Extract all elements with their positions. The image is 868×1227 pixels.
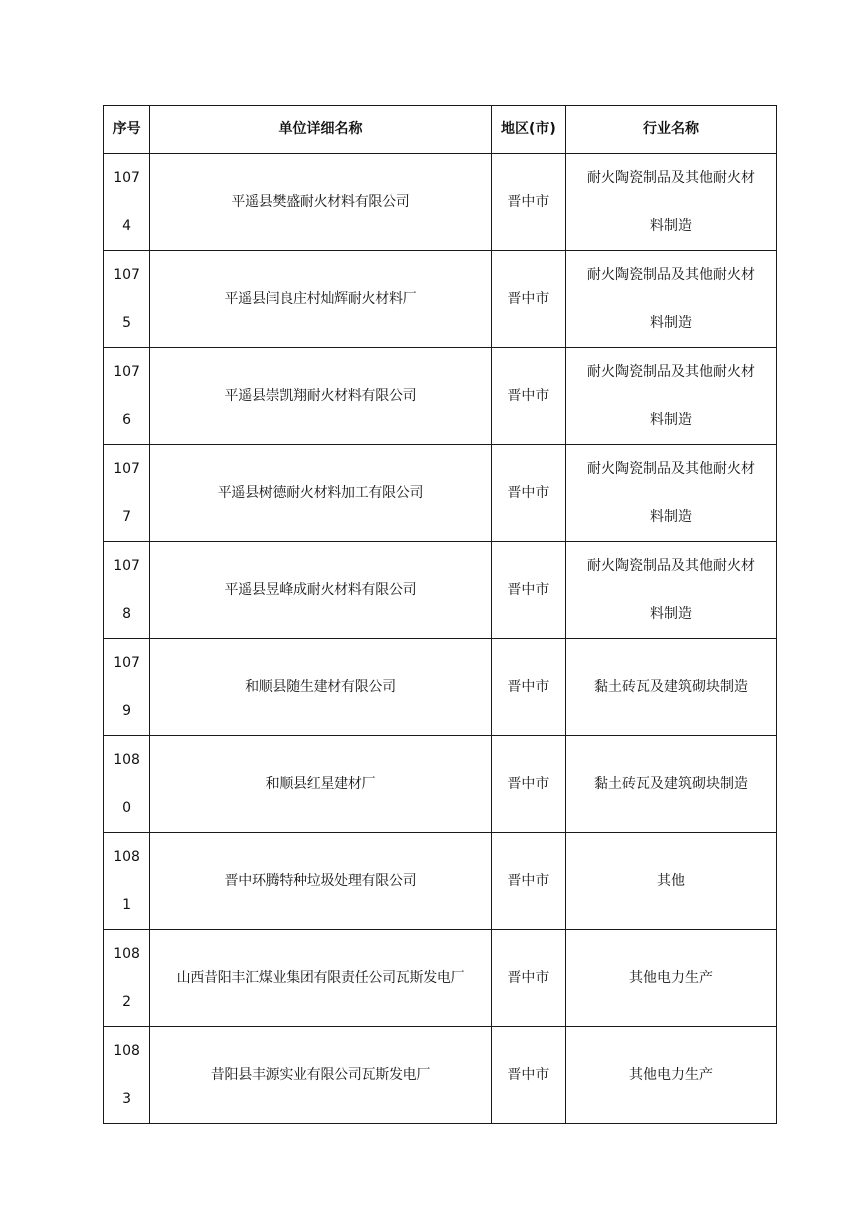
cell-name xyxy=(150,930,492,1027)
header-region: 地区(市) xyxy=(491,106,565,154)
cell-industry xyxy=(566,445,777,542)
company-name: 和顺县随生建材有限公司 xyxy=(245,679,396,695)
seq-line-1: 108 xyxy=(113,946,140,962)
cell-name xyxy=(150,736,492,833)
cell-seq xyxy=(104,1027,150,1124)
company-name: 平遥县闫良庄村灿辉耐火材料厂 xyxy=(224,291,417,307)
region-name: 晋中市 xyxy=(507,388,550,404)
industry-line-1: 耐火陶瓷制品及其他耐火材 xyxy=(587,170,756,186)
cell-name xyxy=(150,1027,492,1124)
industry-line-2: 料制造 xyxy=(650,315,693,331)
seq-line-1: 107 xyxy=(113,655,140,671)
header-industry: 行业名称 xyxy=(566,106,777,154)
industry-line-1: 其他电力生产 xyxy=(629,970,714,986)
seq-line-1: 108 xyxy=(113,849,140,865)
cell-name xyxy=(150,154,492,251)
seq-line-2: 1 xyxy=(122,897,132,913)
cell-industry xyxy=(566,1027,777,1124)
company-name: 昔阳县丰源实业有限公司瓦斯发电厂 xyxy=(210,1067,431,1083)
cell-industry xyxy=(566,639,777,736)
seq-line-1: 107 xyxy=(113,364,140,380)
industry-line-2: 料制造 xyxy=(650,218,693,234)
company-name: 平遥县昱峰成耐火材料有限公司 xyxy=(224,582,417,598)
company-name: 平遥县崇凯翔耐火材料有限公司 xyxy=(224,388,417,404)
industry-line-2: 料制造 xyxy=(650,606,693,622)
cell-industry xyxy=(566,833,777,930)
cell-industry xyxy=(566,736,777,833)
cell-region xyxy=(491,445,565,542)
header-name: 单位详细名称 xyxy=(150,106,492,154)
seq-line-2: 7 xyxy=(122,509,132,525)
region-name: 晋中市 xyxy=(507,776,550,792)
company-name: 晋中环腾特种垃圾处理有限公司 xyxy=(224,873,417,889)
region-name: 晋中市 xyxy=(507,873,550,889)
region-name: 晋中市 xyxy=(507,679,550,695)
cell-industry xyxy=(566,251,777,348)
industry-line-1: 黏土砖瓦及建筑砌块制造 xyxy=(594,776,749,792)
cell-industry xyxy=(566,348,777,445)
region-name: 晋中市 xyxy=(507,194,550,210)
seq-line-2: 3 xyxy=(122,1091,132,1107)
table-row xyxy=(104,445,777,542)
cell-seq xyxy=(104,736,150,833)
enterprise-table xyxy=(103,105,777,1124)
seq-line-2: 5 xyxy=(122,315,132,331)
seq-line-2: 8 xyxy=(122,606,132,622)
industry-line-2: 料制造 xyxy=(650,412,693,428)
cell-region xyxy=(491,639,565,736)
industry-line-1: 其他 xyxy=(657,873,686,889)
region-name: 晋中市 xyxy=(507,485,550,501)
company-name: 平遥县樊盛耐火材料有限公司 xyxy=(231,194,410,210)
region-name: 晋中市 xyxy=(507,291,550,307)
cell-name xyxy=(150,833,492,930)
seq-line-1: 107 xyxy=(113,170,140,186)
industry-line-1: 耐火陶瓷制品及其他耐火材 xyxy=(587,461,756,477)
cell-seq xyxy=(104,445,150,542)
table-row xyxy=(104,348,777,445)
industry-line-1: 耐火陶瓷制品及其他耐火材 xyxy=(587,267,756,283)
cell-industry xyxy=(566,542,777,639)
cell-seq xyxy=(104,154,150,251)
cell-seq xyxy=(104,542,150,639)
seq-line-2: 6 xyxy=(122,412,132,428)
cell-industry xyxy=(566,154,777,251)
table-row xyxy=(104,639,777,736)
industry-line-1: 耐火陶瓷制品及其他耐火材 xyxy=(587,364,756,380)
cell-seq xyxy=(104,639,150,736)
region-name: 晋中市 xyxy=(507,1067,550,1083)
cell-name xyxy=(150,639,492,736)
cell-seq xyxy=(104,930,150,1027)
seq-line-1: 108 xyxy=(113,752,140,768)
seq-line-2: 9 xyxy=(122,703,132,719)
industry-line-2: 料制造 xyxy=(650,509,693,525)
table-row xyxy=(104,736,777,833)
table-row xyxy=(104,833,777,930)
cell-industry xyxy=(566,930,777,1027)
cell-region xyxy=(491,154,565,251)
cell-region xyxy=(491,833,565,930)
table-row xyxy=(104,1027,777,1124)
region-name: 晋中市 xyxy=(507,970,550,986)
seq-line-1: 107 xyxy=(113,267,140,283)
seq-line-1: 107 xyxy=(113,558,140,574)
cell-region xyxy=(491,930,565,1027)
cell-region xyxy=(491,1027,565,1124)
cell-name xyxy=(150,348,492,445)
cell-seq xyxy=(104,348,150,445)
company-name: 和顺县红星建材厂 xyxy=(265,776,376,792)
seq-line-2: 0 xyxy=(122,800,132,816)
cell-region xyxy=(491,251,565,348)
cell-name xyxy=(150,542,492,639)
table-row xyxy=(104,930,777,1027)
table-row xyxy=(104,154,777,251)
company-name: 山西昔阳丰汇煤业集团有限责任公司瓦斯发电厂 xyxy=(176,970,465,986)
cell-seq xyxy=(104,251,150,348)
industry-line-1: 黏土砖瓦及建筑砌块制造 xyxy=(594,679,749,695)
table-row xyxy=(104,251,777,348)
region-name: 晋中市 xyxy=(507,582,550,598)
cell-region xyxy=(491,542,565,639)
cell-seq xyxy=(104,833,150,930)
seq-line-1: 108 xyxy=(113,1043,140,1059)
table-header-row xyxy=(104,106,777,154)
industry-line-1: 耐火陶瓷制品及其他耐火材 xyxy=(587,558,756,574)
seq-line-2: 4 xyxy=(122,218,132,234)
table-row xyxy=(104,542,777,639)
cell-region xyxy=(491,736,565,833)
seq-line-1: 107 xyxy=(113,461,140,477)
cell-name xyxy=(150,445,492,542)
cell-region xyxy=(491,348,565,445)
company-name: 平遥县树德耐火材料加工有限公司 xyxy=(217,485,424,501)
header-seq: 序号 xyxy=(104,106,150,154)
industry-line-1: 其他电力生产 xyxy=(629,1067,714,1083)
cell-name xyxy=(150,251,492,348)
seq-line-2: 2 xyxy=(122,994,132,1010)
